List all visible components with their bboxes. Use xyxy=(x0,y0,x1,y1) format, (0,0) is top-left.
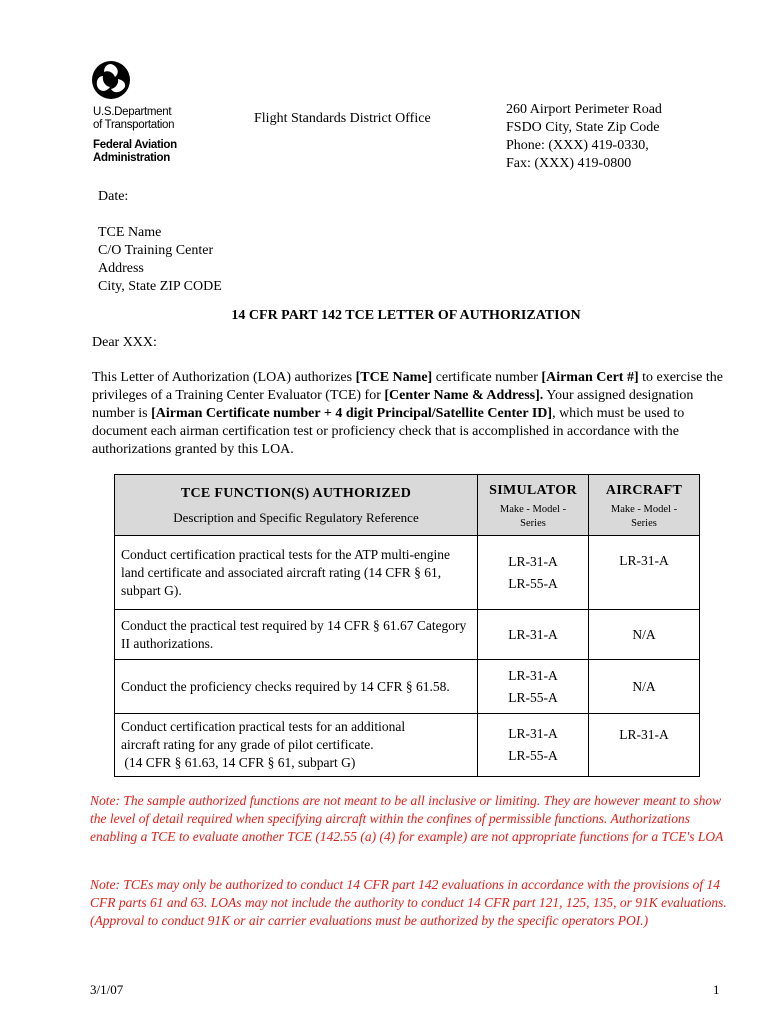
aircraft-cell xyxy=(589,536,700,610)
office-address xyxy=(506,101,662,173)
simulator-header xyxy=(478,475,589,536)
simulator-value: LR-55-A xyxy=(508,748,558,763)
note-sample-functions: Note: The sample authorized functions are not meant to be all inclusive or limiting. They are however meant to show the level of detail required when specifying aircraft within the confines of permissible functions. Authorizations enabling a TCE to evaluate another TCE (142.55 (a) (4) for example) are not appropriate functions for a TCE's LOA xyxy=(90,793,724,844)
simulator-cell xyxy=(478,610,589,660)
date-label: Date: xyxy=(98,189,129,204)
function-cell xyxy=(115,714,478,777)
center-placeholder: [Center Name & Address]. xyxy=(384,388,544,403)
addressee-line: C/O Training Center xyxy=(98,243,214,258)
salutation: Dear XXX: xyxy=(92,335,157,350)
function-header-title: TCE FUNCTION(S) AUTHORIZED xyxy=(180,486,412,501)
aircraft-cell xyxy=(589,610,700,660)
aircraft-header-title: AIRCRAFT xyxy=(605,483,683,498)
aircraft-value: LR-31-A xyxy=(619,727,669,742)
simulator-value: LR-55-A xyxy=(508,575,558,591)
address-line: 260 Airport Perimeter Road xyxy=(506,102,662,117)
simulator-value: LR-31-A xyxy=(508,626,558,642)
table-row xyxy=(115,714,700,777)
aircraft-cell xyxy=(589,714,700,777)
addressee-line: City, State ZIP CODE xyxy=(98,279,222,294)
office-name: Flight Standards District Office xyxy=(254,111,431,126)
function-line: aircraft rating for any grade of pilot certificate. xyxy=(121,737,374,752)
function-cell: Conduct the proficiency checks required by 14 CFR § 61.58. xyxy=(115,660,478,714)
table-row xyxy=(115,536,700,610)
simulator-header-title: SIMULATOR xyxy=(489,483,577,498)
simulator-value: LR-31-A xyxy=(508,726,558,741)
agency-name xyxy=(93,139,177,165)
dot-logo-icon xyxy=(91,60,131,100)
simulator-header-sub: Make - Model - Series xyxy=(499,504,567,529)
simulator-value: LR-31-A xyxy=(508,553,558,569)
aircraft-value: LR-31-A xyxy=(619,553,669,568)
simulator-value: LR-31-A xyxy=(508,667,558,683)
page-number: 1 xyxy=(713,982,720,997)
aircraft-value: N/A xyxy=(632,626,656,642)
address-line: Fax: (XXX) 419-0800 xyxy=(506,156,632,171)
department-name xyxy=(93,106,174,132)
body-text: Your assigned designation number is xyxy=(92,388,694,421)
letter-title: 14 CFR PART 142 TCE LETTER OF AUTHORIZATION xyxy=(231,308,581,323)
designation-placeholder: [Airman Certificate number + 4 digit Principal/Satellite Center ID] xyxy=(151,406,553,421)
function-line: (14 CFR § 61.63, 14 CFR § 61, subpart G) xyxy=(121,755,356,770)
cert-number-placeholder: [Airman Cert #] xyxy=(541,370,639,385)
authorization-table xyxy=(114,474,700,777)
table-row xyxy=(115,610,700,660)
simulator-cell xyxy=(478,536,589,610)
note-tce-limits: Note: TCEs may only be authorized to conduct 14 CFR part 142 evaluations in accordance with the provisions of 14 CFR parts 61 and 63. LOAs may not include the authority to conduct 14 CFR part 121, 125, 135, or 91K evaluations. (Approval to conduct 91K or air carrier evaluations must be authorized by the specific operators POI.) xyxy=(90,877,727,928)
function-line: Conduct certification practical tests for an additional xyxy=(121,719,406,734)
simulator-cell xyxy=(478,660,589,714)
simulator-cell xyxy=(478,714,589,777)
body-text: This Letter of Authorization (LOA) authorizes xyxy=(92,370,356,385)
body-text: , which must be used to document each airman certification test or proficiency check that is accomplished in accordance with the authorizations granted by this LOA. xyxy=(92,406,685,457)
function-cell: Conduct the practical test required by 14 CFR § 61.67 Category II authorizations. xyxy=(115,610,478,660)
body-paragraph xyxy=(92,369,732,459)
aircraft-header-sub: Make - Model - Series xyxy=(610,504,678,529)
addressee-line: TCE Name xyxy=(98,225,162,240)
dept-line: of Transportation xyxy=(93,119,175,131)
table-header-row xyxy=(115,475,700,536)
body-text: to exercise the privileges of a Training Center Evaluator (TCE) for xyxy=(92,370,723,403)
addressee-block xyxy=(98,188,222,296)
function-header-sub: Description and Specific Regulatory Reference xyxy=(173,510,419,525)
tce-name-placeholder: [TCE Name] xyxy=(355,370,433,385)
faa-line: Federal Aviation xyxy=(93,139,177,151)
address-line: FSDO City, State Zip Code xyxy=(506,120,660,135)
function-cell: Conduct certification practical tests for the ATP multi-engine land certificate and associated aircraft rating (14 CFR § 61, subpart G). xyxy=(115,536,478,610)
address-line: Phone: (XXX) 419-0330, xyxy=(506,138,649,153)
dept-line: U.S.Department xyxy=(93,106,172,118)
aircraft-header xyxy=(589,475,700,536)
aircraft-cell xyxy=(589,660,700,714)
faa-line: Administration xyxy=(93,152,170,164)
table-row xyxy=(115,660,700,714)
function-header xyxy=(115,475,478,536)
footer-date: 3/1/07 xyxy=(90,982,124,997)
aircraft-value: N/A xyxy=(632,678,656,694)
addressee-line: Address xyxy=(98,261,144,276)
spacer xyxy=(98,206,222,224)
body-text: certificate number xyxy=(432,370,542,385)
simulator-value: LR-55-A xyxy=(508,689,558,705)
